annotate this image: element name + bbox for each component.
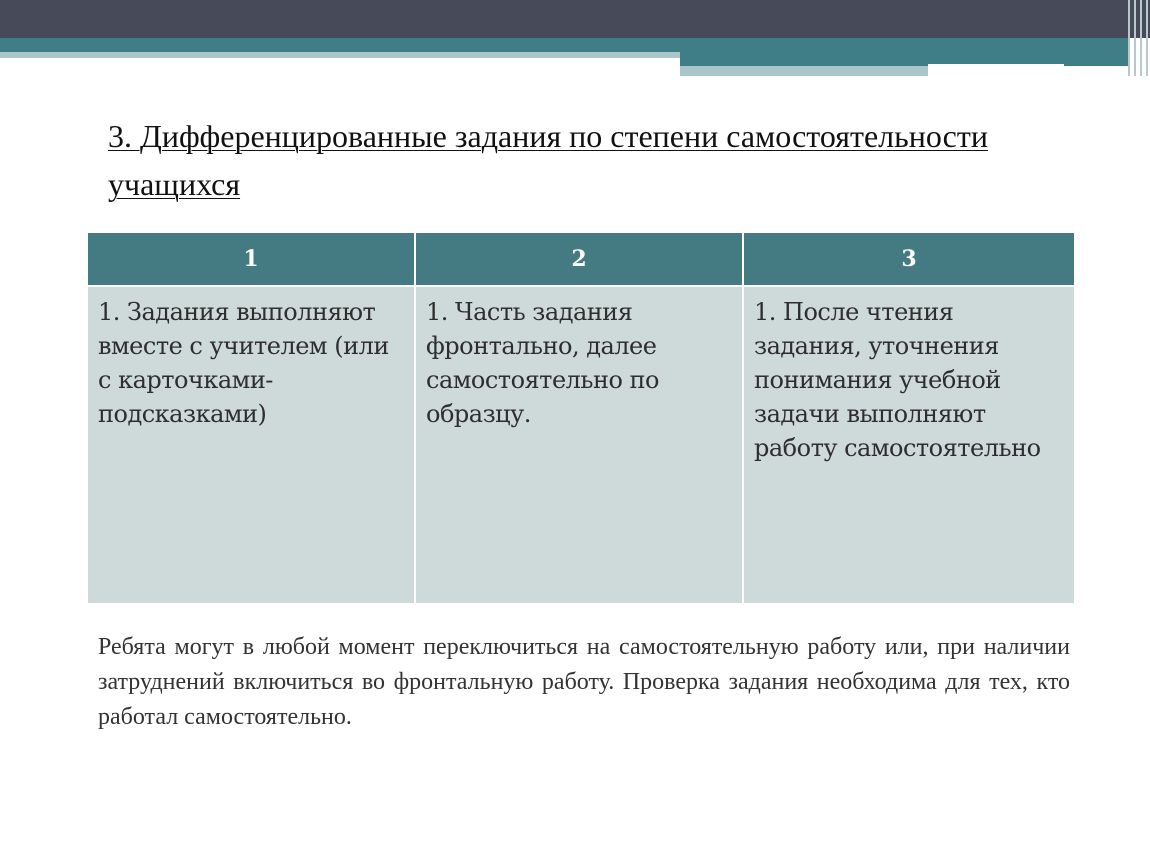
table-header-row xyxy=(87,232,1075,286)
table-row xyxy=(87,286,1075,604)
top-band-light-left xyxy=(0,52,680,58)
header-cell-1: 1 xyxy=(87,232,415,286)
slide-title: 3. Дифференцированные задания по степени самостоятельности учащихся xyxy=(108,118,988,202)
levels-table xyxy=(86,231,1076,605)
top-band-white-line xyxy=(928,64,1064,67)
table-cell-2: 1. Часть задания фронтально, далее самостоятельно по образцу. xyxy=(415,286,743,604)
table-cell-1: 1. Задания выполняют вместе с учителем (или с карточками-подсказками) xyxy=(87,286,415,604)
header-cell-2: 2 xyxy=(415,232,743,286)
note-paragraph: Ребята могут в любой момент переключиться на самостоятельную работу или, при наличии затруднений включиться во фронтальную работу. Проверка задания необходима для тех, кто работал самостоятельно. xyxy=(98,634,1070,730)
decor-vertical-line xyxy=(1146,0,1148,76)
header-cell-3: 3 xyxy=(743,232,1075,286)
decor-vertical-line xyxy=(1128,0,1130,76)
top-band-light-right xyxy=(680,66,928,76)
decor-vertical-line xyxy=(1140,0,1142,76)
top-band-teal xyxy=(0,38,1128,52)
table-cell-3: 1. После чтения задания, уточнения понимания учебной задачи выполняют работу самостоятельно xyxy=(743,286,1075,604)
decor-vertical-line xyxy=(1134,0,1136,76)
top-band-dark xyxy=(0,0,1120,38)
